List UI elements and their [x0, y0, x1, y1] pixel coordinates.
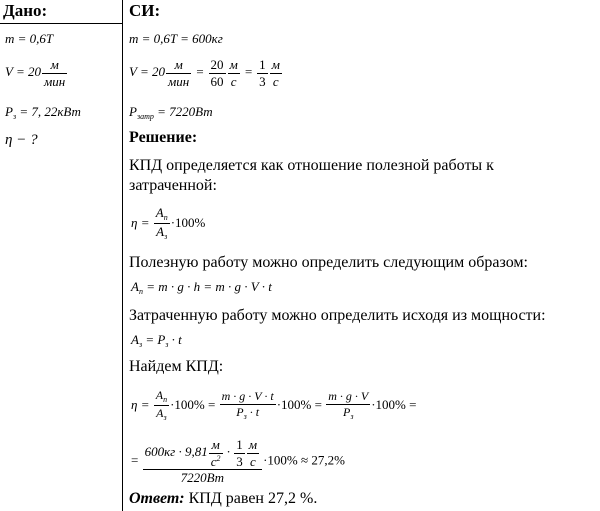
solution-text-line3: Полезную работу можно определить следующим образом:: [129, 254, 528, 271]
table-header-divider: [0, 23, 122, 24]
table-vertical-divider: [122, 0, 123, 511]
si-power: $P_{затр} = 7220Вт$: [129, 104, 213, 121]
answer-label: Ответ:: [129, 490, 185, 507]
given-mass: m = 0,6T: [5, 31, 54, 46]
given-header: Дано:: [3, 1, 48, 20]
solution-text-line2: затраченной:: [129, 177, 217, 194]
si-speed: V = 20 $\frac{м}{\text{мин}}$ = $\frac{20}{60}$ $\frac{м}{с}$ = $\frac{1}{3}$ $\frac{м}{с}$: [129, 57, 280, 89]
formula-efficiency: η = $\frac{A_п}{A_з}$ ·100%: [131, 205, 206, 242]
si-mass: m = 0,6T = 600кг: [129, 31, 223, 46]
given-eta-unknown: η − ?: [5, 132, 38, 148]
given-speed: V = 20 $\frac{м}{\text{мин}}$: [5, 57, 66, 89]
given-power: $P_з = 7$, 22кВт: [5, 104, 81, 121]
solution-text-line1: КПД определяется как отношение полезной работы к: [129, 157, 494, 174]
solution-text-line5: Найдем КПД:: [129, 358, 224, 375]
solution-title: Решение:: [129, 129, 198, 146]
formula-spent-work: $A_з = P_з \cdot t$: [131, 332, 182, 349]
solution-text-line4: Затраченную работу можно определить исходя из мощности:: [129, 307, 546, 324]
formula-numeric-calculation: = 600кг · 9,81 $\frac{м}{с^2}$ · $\frac{1}{3}$ $\frac{м}{с}$ 7220Вт ·100% ≈ 27,2%: [131, 437, 345, 486]
formula-efficiency-derivation: η = $\frac{A_п}{A_з}$ ·100% = $\frac{m \cdot g \cdot V \cdot t}{P_з \cdot t}$ ·100% = $\frac{m \cdot g \cdot V}{P_з}$ ·100% =: [131, 388, 417, 423]
formula-useful-work: $A_п = m \cdot g \cdot h = m \cdot g \cdot V \cdot t$: [131, 279, 272, 296]
si-header: СИ:: [129, 1, 161, 20]
answer-text: КПД равен 27,2 %.: [184, 490, 318, 507]
answer-line: [129, 490, 317, 508]
